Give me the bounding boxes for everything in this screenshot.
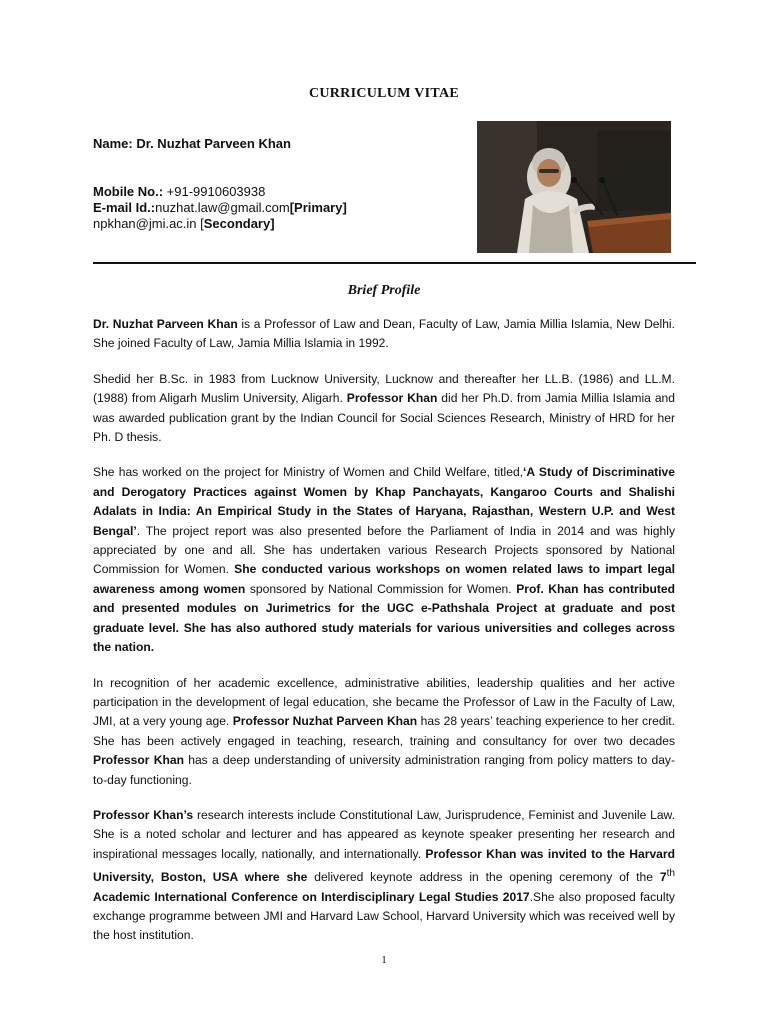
- p5-text-1: research interests include Constitutional Law, Jurisprudence, Feminist and Juvenile Law. She is a noted scholar and lecturer and has appeared as keynote speaker presenting her research and inspirational messages locally, nationally, and internationally.: [93, 807, 675, 861]
- speaker-photo-illustration: [477, 121, 671, 253]
- p3-bold-1: ‘A Study of Discriminative and Derogatory Practices against Women by Khap Panchayats, Kangaroo Courts and Shalishi Adalats in India: An Empirical Study in the States of Haryana, Rajasthan, Western U.P. and West Bengal’: [93, 465, 676, 538]
- profile-body: [93, 315, 675, 962]
- p4-bold-1: Professor Nuzhat Parveen Khan: [232, 714, 418, 729]
- section-heading-brief-profile: Brief Profile: [347, 283, 421, 298]
- p5-superscript: th: [666, 868, 675, 880]
- p5-bold-4: Academic International Conference on Interdisciplinary Legal Studies 2017: [93, 889, 530, 904]
- p5-bold-3: 7: [659, 870, 667, 885]
- p5-text-2: delivered keynote address in the opening ceremony of the: [307, 870, 660, 885]
- mobile-label: Mobile No.:: [93, 184, 164, 199]
- profile-paragraph-4: [93, 674, 675, 790]
- profile-paragraph-1: [93, 315, 675, 354]
- p3-bold-3: Prof. Khan has contributed and presented modules on Jurimetrics for the UGC e-Pathshala Project at graduate and post graduate level. She has also authored study materials for various universities and colleges across the nation.: [93, 581, 675, 655]
- email-secondary-line: [93, 216, 463, 232]
- primary-tag: [Primary]: [289, 200, 347, 215]
- p4-bold-2: Professor Khan: [93, 753, 184, 768]
- email-secondary: npkhan@jmi.ac.in [: [93, 216, 204, 231]
- p3-text-2: . The project report was also presented before the Parliament of India in 2014 and was highly appreciated by one and all. She has undertaken various Research Projects sponsored by National Commission for Women.: [93, 523, 675, 577]
- candidate-name: Name: Dr. Nuzhat Parveen Khan: [93, 136, 291, 151]
- p2-bold-1: Professor Khan: [346, 391, 438, 406]
- email-line: [93, 200, 463, 216]
- p4-text-2: has 28 years’ teaching experience to her credit. She has been actively engaged in teaching, research, training and consultancy for over two decades: [93, 714, 675, 748]
- p3-bold-2: She conducted various workshops on women related laws to impart legal awareness among women: [93, 562, 675, 596]
- profile-paragraph-2: [93, 370, 675, 448]
- mobile-line: [93, 184, 463, 200]
- secondary-tag: Secondary]: [203, 216, 275, 231]
- profile-photo: [477, 121, 671, 253]
- page-number: 1: [381, 954, 387, 966]
- p1-text-1: is a Professor of Law and Dean, Faculty of Law, Jamia Millia Islamia, New Delhi. She joined Faculty of Law, Jamia Millia Islamia in 1992.: [93, 317, 675, 351]
- mobile-value: +91-9910603938: [163, 184, 266, 199]
- profile-paragraph-5: [93, 806, 675, 946]
- p3-text-3: sponsored by National Commission for Women.: [245, 581, 517, 596]
- document-title: CURRICULUM VITAE: [308, 86, 460, 101]
- p4-text-1: In recognition of her academic excellence, administrative abilities, leadership qualities and her active participation in the development of legal education, she became the Professor of Law in the Faculty of Law, JMI, at a very young age.: [93, 675, 675, 729]
- profile-paragraph-3: [93, 463, 675, 657]
- p4-text-3: has a deep understanding of university administration ranging from policy matters to day-to-day functioning.: [93, 753, 675, 787]
- p3-text-1: She has worked on the project for Ministry of Women and Child Welfare, titled,: [93, 465, 524, 480]
- p2-text-1: Shedid her B.Sc. in 1983 from Lucknow University, Lucknow and thereafter her LL.B. (1986) and LL.M. (1988) from Aligarh Muslim University, Aligarh.: [93, 371, 675, 406]
- p2-text-2: did her Ph.D. from Jamia Millia Islamia and was awarded publication grant by the Indian Council for Social Sciences Research, Ministry of HRD for her Ph. D thesis.: [93, 391, 675, 445]
- contact-block: [93, 136, 463, 232]
- p1-bold-1: Dr. Nuzhat Parveen Khan: [93, 317, 238, 331]
- p5-bold-1: Professor Khan’s: [93, 807, 194, 822]
- p5-text-3: .She also proposed faculty exchange programme between JMI and Harvard Law School, Harvard University which was received well by the host institution.: [93, 889, 675, 943]
- email-label: E-mail Id.:: [93, 200, 156, 215]
- email-primary: nuzhat.law@gmail.com: [155, 200, 290, 215]
- p5-bold-2: Professor Khan was invited to the Harvard University, Boston, USA where she: [93, 846, 675, 885]
- header-divider: [93, 262, 696, 264]
